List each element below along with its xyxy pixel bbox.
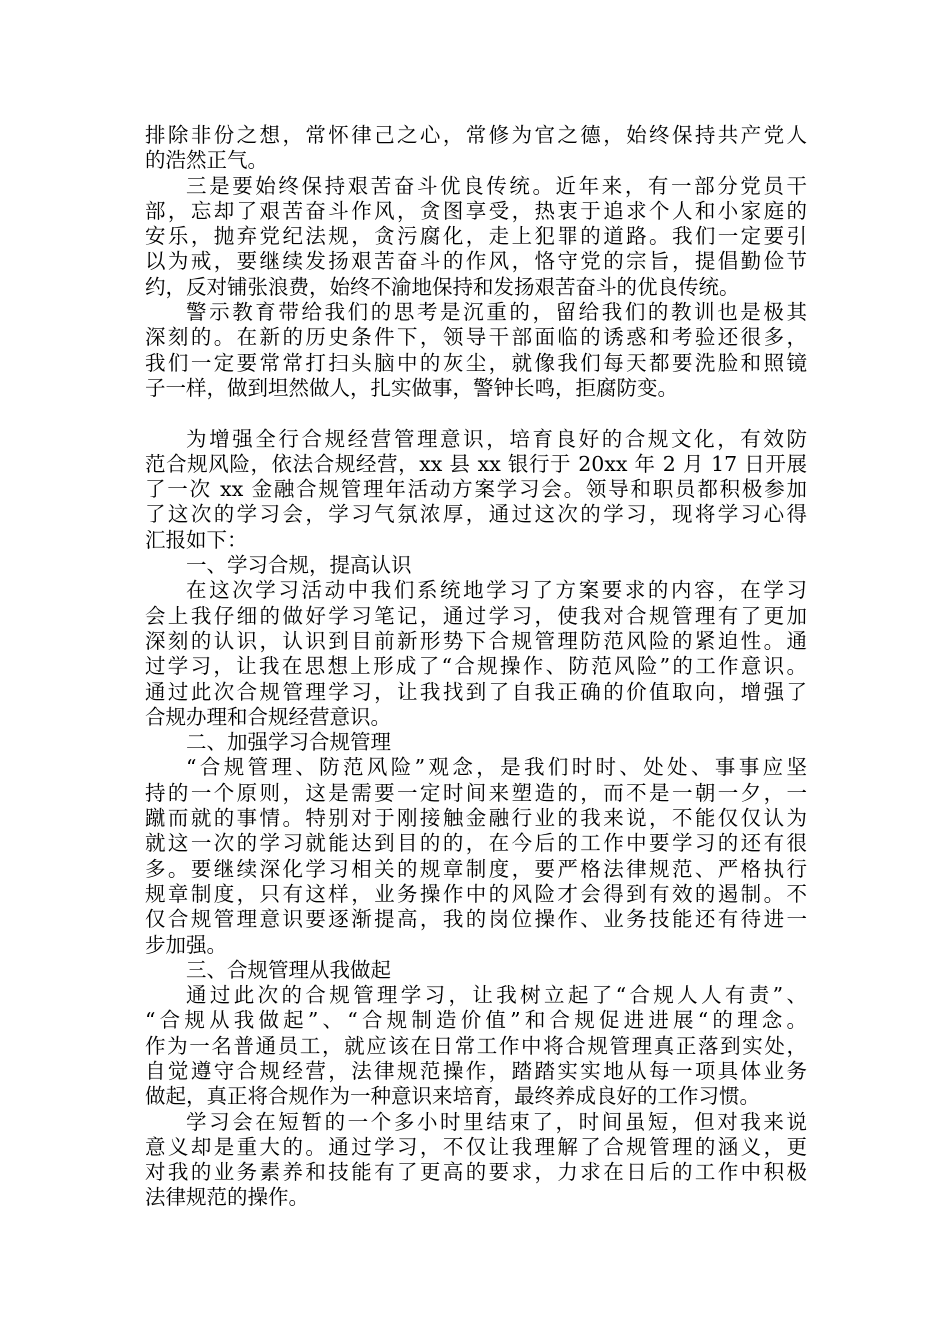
text-line: 了这次的学习会，学习气氛浓厚，通过这次的学习，现将学习心得: [145, 502, 807, 527]
text-line: 通过此次的合规管理学习，让我树立起了“合规人人有责”、: [186, 983, 807, 1008]
text-line: 自觉遵守合规经营，法律规范操作，踏踏实实地从每一项具体业务: [145, 1058, 807, 1083]
text-line: 蹴而就的事情。特别对于刚接触金融行业的我来说，不能仅仅认为: [145, 806, 807, 831]
text-line: 约，反对铺张浪费，始终不渝地保持和发扬艰苦奋斗的优良传统。: [145, 274, 740, 299]
text-line: 为增强全行合规经营管理意识，培育良好的合规文化，有效防: [186, 426, 807, 451]
paragraph-warning-education: [145, 300, 807, 401]
text-line: “合规管理、防范风险”观念，是我们时时、处处、事事应坚: [186, 755, 807, 780]
text-line: 持的一个原则，这是需要一定时间来塑造的，而不是一朝一夕，一: [145, 780, 807, 805]
text-line: 通过此次合规管理学习，让我找到了自我正确的价值取向，增强了: [145, 679, 807, 704]
text-line: 学习会在短暂的一个多小时里结束了，时间虽短，但对我来说: [186, 1109, 807, 1134]
text-line: 我们一定要常常打扫头脑中的灰尘，就像我们每天都要洗脸和照镜: [145, 350, 807, 375]
paragraph-section-1: [145, 578, 807, 730]
paragraph-hard-work: [145, 174, 807, 300]
text-line: 就这一次的学习就能达到目的的，在今后的工作中要学习的还有很: [145, 831, 807, 856]
text-line: 在这次学习活动中我们系统地学习了方案要求的内容，在学习: [186, 578, 807, 603]
paragraph-section-2: [145, 755, 807, 957]
text-line: 深刻的。在新的历史条件下，领导干部面临的诱惑和考验还很多，: [145, 325, 807, 350]
text-line: 警示教育带给我们的思考是沉重的，留给我们的教训也是极其: [186, 300, 807, 325]
text-line: 法律规范的操作。: [145, 1185, 309, 1210]
document-body: [145, 123, 807, 1211]
text-line: 作为一名普通员工，就应该在日常工作中将合规管理真正落到实处，: [145, 1033, 807, 1058]
text-line: 范合规风险，依法合规经营，xx 县 xx 银行于 20xx 年 2 月 17 日开展: [145, 451, 807, 476]
section-heading-1: 一、学习合规，提高认识: [186, 553, 412, 578]
text-line: 三是要始终保持艰苦奋斗优良传统。近年来，有一部分党员干: [186, 173, 807, 198]
section-heading-3: 三、合规管理从我做起: [186, 957, 391, 982]
section-heading-2: 二、加强学习合规管理: [186, 730, 391, 755]
text-line: 深刻的认识，认识到目前新形势下合规管理防范风险的紧迫性。通: [145, 628, 807, 653]
paragraph-intro: [145, 427, 807, 553]
text-line: 了一次 xx 金融合规管理年活动方案学习会。领导和职员都积极参加: [145, 477, 807, 502]
blank-line: [145, 401, 807, 426]
text-line: 过学习，让我在思想上形成了“合规操作、防范风险”的工作意识。: [145, 654, 807, 679]
text-line: 部，忘却了艰苦奋斗作风，贪图享受，热衷于追求个人和小家庭的: [145, 198, 807, 223]
text-line: 做起，真正将合规作为一种意识来培育，最终养成良好的工作习惯。: [145, 1084, 760, 1109]
text-line: 子一样，做到坦然做人，扎实做事，警钟长鸣，拒腐防变。: [145, 375, 678, 400]
text-line: 安乐，抛弃党纪法规，贪污腐化，走上犯罪的道路。我们一定要引: [145, 224, 807, 249]
text-line: 意义却是重大的。通过学习，不仅让我理解了合规管理的涵义，更: [145, 1134, 807, 1159]
paragraph-conclusion: [145, 1110, 807, 1211]
text-line: 仅合规管理意识要逐渐提高，我的岗位操作、业务技能还有待进一: [145, 907, 807, 932]
text-line: 的浩然正气。: [145, 148, 268, 173]
text-line: 多。要继续深化学习相关的规章制度，要严格法律规范、严格执行: [145, 856, 807, 881]
text-line: 会上我仔细的做好学习笔记，通过学习，使我对合规管理有了更加: [145, 603, 807, 628]
text-line: 步加强。: [145, 932, 227, 957]
text-line: 对我的业务素养和技能有了更高的要求，力求在日后的工作中积极: [145, 1160, 807, 1185]
paragraph-integrity: [145, 123, 807, 174]
text-line: 汇报如下：: [145, 527, 248, 552]
text-line: “合规从我做起”、“合规制造价值”和合规促进进展“的理念。: [145, 1008, 807, 1033]
text-line: 合规办理和合规经营意识。: [145, 704, 391, 729]
paragraph-section-3: [145, 983, 807, 1109]
text-line: 规章制度，只有这样，业务操作中的风险才会得到有效的遏制。不: [145, 881, 807, 906]
text-line: 排除非份之想，常怀律己之心，常修为官之德，始终保持共产党人: [145, 123, 807, 147]
text-line: 以为戒，要继续发扬艰苦奋斗的作风，恪守党的宗旨，提倡勤俭节: [145, 249, 807, 274]
